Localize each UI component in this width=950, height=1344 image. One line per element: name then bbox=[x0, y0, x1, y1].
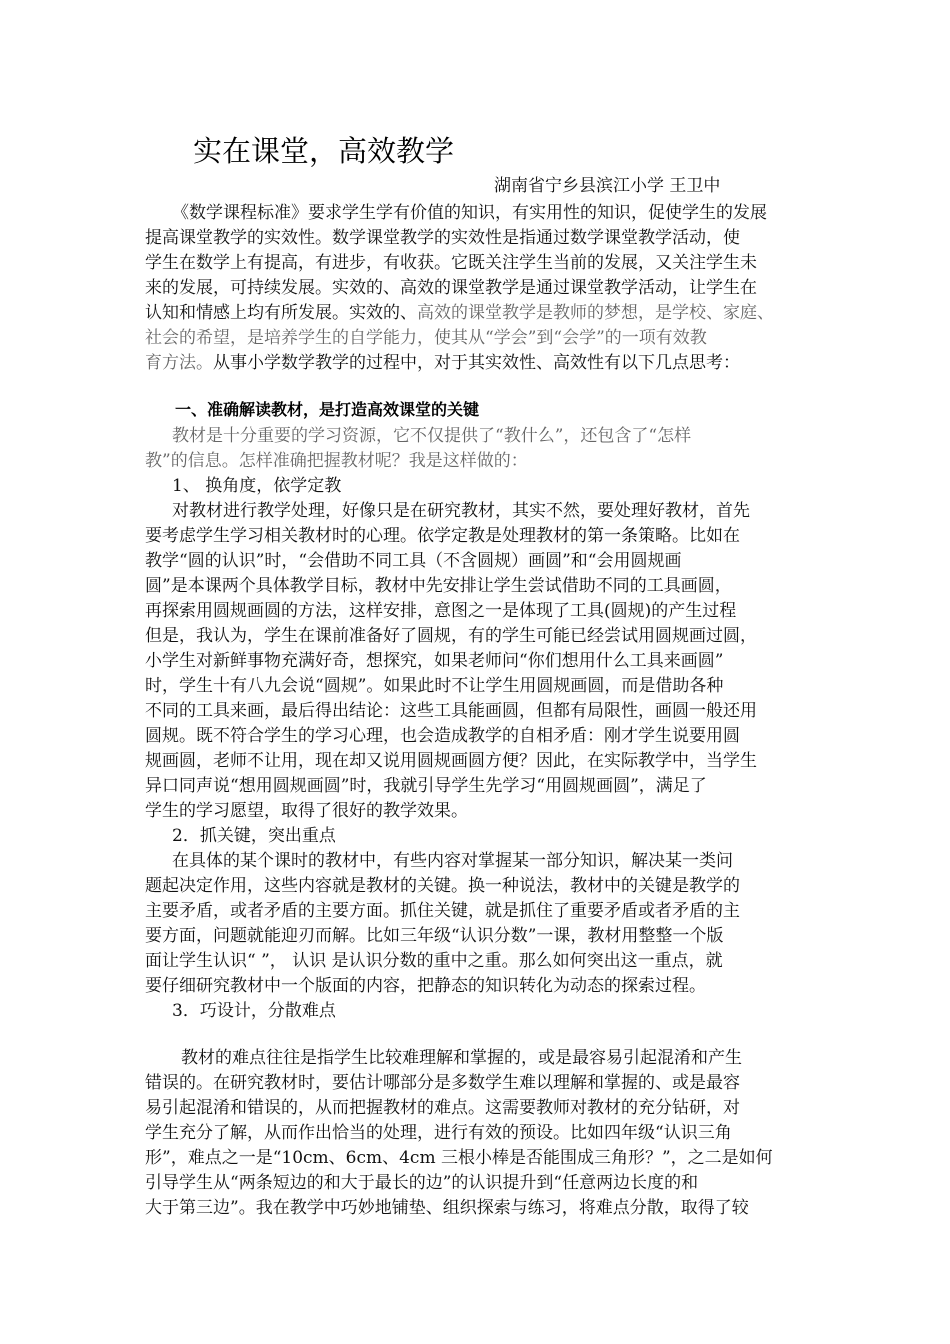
subheading-1: 1、 换角度，依学定教 bbox=[172, 476, 342, 496]
intro-line-1: 《数学课程标准》要求学生学有价值的知识，有实用性的知识，促使学生的发展 bbox=[172, 203, 767, 223]
sub3-line-5: 形”，难点之一是“10cm、6cm、4cm 三根小棒是否能围成三角形？”，之二是如何 bbox=[145, 1148, 773, 1168]
sub2-line-6: 要仔细研究教材中一个版面的内容，把静态的知识转化为动态的探索过程。 bbox=[145, 976, 706, 996]
intro-line-5-start: 认知和情感上均有所发展。实效的、 bbox=[145, 303, 417, 323]
sub2-line-3: 主要矛盾，或者矛盾的主要方面。抓住关键，就是抓住了重要矛盾或者矛盾的主 bbox=[145, 901, 740, 921]
sub1-line-2: 要考虑学生学习相关教材时的心理。依学定教是处理教材的第一条策略。比如在 bbox=[145, 526, 740, 546]
sub3-line-4: 学生充分了解，从而作出恰当的处理，进行有效的预设。比如四年级“认识三角 bbox=[145, 1123, 732, 1143]
sub1-line-12: 异口同声说“想用圆规画圆”时，我就引导学生先学习“用圆规画圆”，满足了 bbox=[145, 776, 707, 796]
sub1-line-1: 对教材进行教学处理，好像只是在研究教材，其实不然，要处理好教材，首先 bbox=[172, 501, 750, 521]
sub1-line-10: 圆规。既不符合学生的学习心理，也会造成教学的自相矛盾：刚才学生说要用圆 bbox=[145, 726, 740, 746]
sub2-line-4: 要方面，问题就能迎刃而解。比如三年级“认识分数”一课，教材用整整一个版 bbox=[145, 926, 724, 946]
intro-line-5 bbox=[145, 301, 774, 326]
sub2-line-5: 面让学生认识“ ”， 认识 是认识分数的重中之重。那么如何突出这一重点，就 bbox=[145, 951, 723, 971]
intro-line-7 bbox=[145, 351, 740, 376]
sub1-line-3: 教学“圆的认识”时，“会借助不同工具（不含圆规）画圆”和“会用圆规画 bbox=[145, 551, 682, 571]
sub3-line-6: 引导学生从“两条短边的和大于最长的边”的认识提升到“任意两边长度的和 bbox=[145, 1173, 699, 1193]
sub1-line-7: 小学生对新鲜事物充满好奇，想探究，如果老师问“你们想用什么工具来画圆” bbox=[145, 651, 724, 671]
sub3-line-1: 教材的难点往往是指学生比较难理解和掌握的，或是最容易引起混淆和产生 bbox=[181, 1048, 742, 1068]
sub1-line-8: 时，学生十有八九会说“圆规”。如果此时不让学生用圆规画圆，而是借助各种 bbox=[145, 676, 724, 696]
sub1-line-4: 圆”是本课两个具体教学目标，教材中先安排让学生尝试借助不同的工具画圆， bbox=[145, 576, 732, 596]
sub1-line-9: 不同的工具来画，最后得出结论：这些工具能画圆，但都有局限性，画圆一般还用 bbox=[145, 701, 757, 721]
author-line: 湖南省宁乡县滨江小学 王卫中 bbox=[494, 176, 721, 196]
sub3-line-3: 易引起混淆和错误的，从而把握教材的难点。这需要教师对教材的充分钻研，对 bbox=[145, 1098, 740, 1118]
section-heading-1: 一、准确解读教材，是打造高效课堂的关键 bbox=[175, 400, 480, 419]
sub3-line-2: 错误的。在研究教材时，要估计哪部分是多数学生难以理解和掌握的、或是最容 bbox=[145, 1073, 740, 1093]
page-title: 实在课堂，高效教学 bbox=[193, 134, 455, 168]
sub2-line-1: 在具体的某个课时的教材中，有些内容对掌握某一部分知识，解决某一类问 bbox=[172, 851, 733, 871]
intro-line-5-end: 高效的课堂教学是教师的梦想，是学校、家庭、 bbox=[417, 303, 774, 323]
intro-line-6: 社会的希望，是培养学生的自学能力，使其从“学会”到“会学”的一项有效教 bbox=[145, 328, 707, 348]
sub2-line-2: 题起决定作用，这些内容就是教材的关键。换一种说法，教材中的关键是教学的 bbox=[145, 876, 740, 896]
subheading-2: 2．抓关键，突出重点 bbox=[172, 826, 336, 846]
intro-line-4: 来的发展，可持续发展。实效的、高效的课堂教学是通过课堂教学活动，让学生在 bbox=[145, 278, 757, 298]
sub1-line-13: 学生的学习愿望，取得了很好的教学效果。 bbox=[145, 801, 468, 821]
sub1-line-5: 再探索用圆规画圆的方法，这样安排，意图之一是体现了工具(圆规)的产生过程 bbox=[145, 601, 737, 621]
section1-line-2: 教”的信息。怎样准确把握教材呢？我是这样做的： bbox=[145, 451, 528, 471]
intro-line-7-end: 从事小学数学教学的过程中，对于其实效性、高效性有以下几点思考： bbox=[213, 353, 740, 373]
sub1-line-6: 但是，我认为，学生在课前准备好了圆规，有的学生可能已经尝试用圆规画过圆， bbox=[145, 626, 757, 646]
intro-line-7-start: 育方法。 bbox=[145, 353, 213, 373]
sub3-line-7: 大于第三边”。我在教学中巧妙地铺垫、组织探索与练习，将难点分散，取得了较 bbox=[145, 1198, 749, 1218]
intro-line-3: 学生在数学上有提高，有进步，有收获。它既关注学生当前的发展，又关注学生未 bbox=[145, 253, 757, 273]
section1-line-1: 教材是十分重要的学习资源，它不仅提供了“教什么”，还包含了“怎样 bbox=[172, 426, 692, 446]
subheading-3: 3．巧设计，分散难点 bbox=[172, 1001, 336, 1021]
intro-line-2: 提高课堂教学的实效性。数学课堂教学的实效性是指通过数学课堂教学活动，使 bbox=[145, 228, 740, 248]
sub1-line-11: 规画圆，老师不让用，现在却又说用圆规画圆方便？因此，在实际教学中，当学生 bbox=[145, 751, 757, 771]
